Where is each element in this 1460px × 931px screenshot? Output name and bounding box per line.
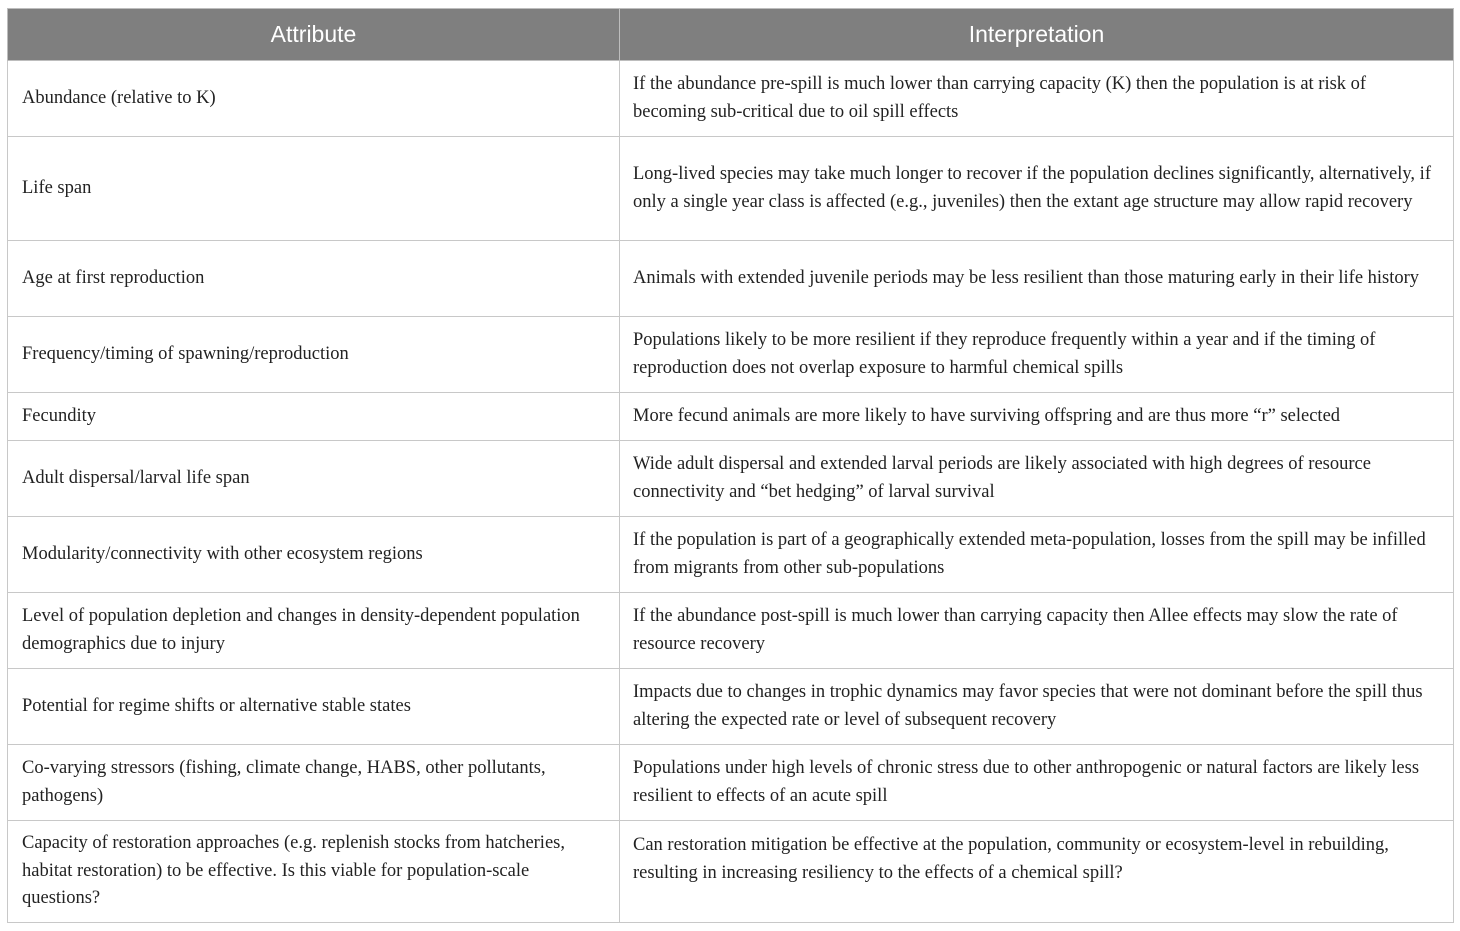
attribute-cell: Life span (8, 137, 620, 241)
interpretation-cell: Long-lived species may take much longer to recover if the population declines significantly, alternatively, if only a single year class is affected (e.g., juveniles) then the extant age structure may allow rapid recovery (620, 137, 1454, 241)
table-row (8, 821, 1454, 923)
attribute-cell: Modularity/connectivity with other ecosystem regions (8, 517, 620, 593)
header-interpretation: Interpretation (620, 9, 1454, 61)
interpretation-cell: Impacts due to changes in trophic dynamics may favor species that were not dominant before the spill thus altering the expected rate or level of subsequent recovery (620, 669, 1454, 745)
interpretation-cell: Populations likely to be more resilient if they reproduce frequently within a year and if the timing of reproduction does not overlap exposure to harmful chemical spills (620, 317, 1454, 393)
interpretation-cell: Populations under high levels of chronic stress due to other anthropogenic or natural factors are likely less resilient to effects of an acute spill (620, 745, 1454, 821)
header-attribute: Attribute (8, 9, 620, 61)
interpretation-cell: Animals with extended juvenile periods may be less resilient than those maturing early in their life history (620, 241, 1454, 317)
attributes-table (7, 8, 1454, 923)
table-header (8, 9, 1454, 61)
attribute-cell: Age at first reproduction (8, 241, 620, 317)
table-row (8, 517, 1454, 593)
header-row (8, 9, 1454, 61)
attribute-cell: Level of population depletion and changes in density-dependent population demographics due to injury (8, 593, 620, 669)
table-row (8, 61, 1454, 137)
table-row (8, 745, 1454, 821)
attribute-cell: Abundance (relative to K) (8, 61, 620, 137)
attribute-cell: Fecundity (8, 393, 620, 441)
interpretation-cell: If the abundance pre-spill is much lower than carrying capacity (K) then the population is at risk of becoming sub-critical due to oil spill effects (620, 61, 1454, 137)
table-row (8, 669, 1454, 745)
table-row (8, 317, 1454, 393)
attribute-cell: Frequency/timing of spawning/reproduction (8, 317, 620, 393)
interpretation-cell: More fecund animals are more likely to have surviving offspring and are thus more “r” selected (620, 393, 1454, 441)
attribute-cell: Capacity of restoration approaches (e.g. replenish stocks from hatcheries, habitat restoration) to be effective. Is this viable for population-scale questions? (8, 821, 620, 923)
table-body (8, 61, 1454, 923)
interpretation-cell: If the population is part of a geographically extended meta-population, losses from the spill may be infilled from migrants from other sub-populations (620, 517, 1454, 593)
table-row (8, 241, 1454, 317)
attribute-cell: Adult dispersal/larval life span (8, 441, 620, 517)
table-row (8, 393, 1454, 441)
interpretation-cell: Wide adult dispersal and extended larval periods are likely associated with high degrees of resource connectivity and “bet hedging” of larval survival (620, 441, 1454, 517)
attributes-table-container (7, 8, 1453, 923)
interpretation-cell: Can restoration mitigation be effective at the population, community or ecosystem-level in rebuilding, resulting in increasing resiliency to the effects of a chemical spill? (620, 821, 1454, 923)
attribute-cell: Co-varying stressors (fishing, climate change, HABS, other pollutants, pathogens) (8, 745, 620, 821)
attribute-cell: Potential for regime shifts or alternative stable states (8, 669, 620, 745)
table-row (8, 593, 1454, 669)
interpretation-cell: If the abundance post-spill is much lower than carrying capacity then Allee effects may slow the rate of resource recovery (620, 593, 1454, 669)
table-row (8, 441, 1454, 517)
table-row (8, 137, 1454, 241)
